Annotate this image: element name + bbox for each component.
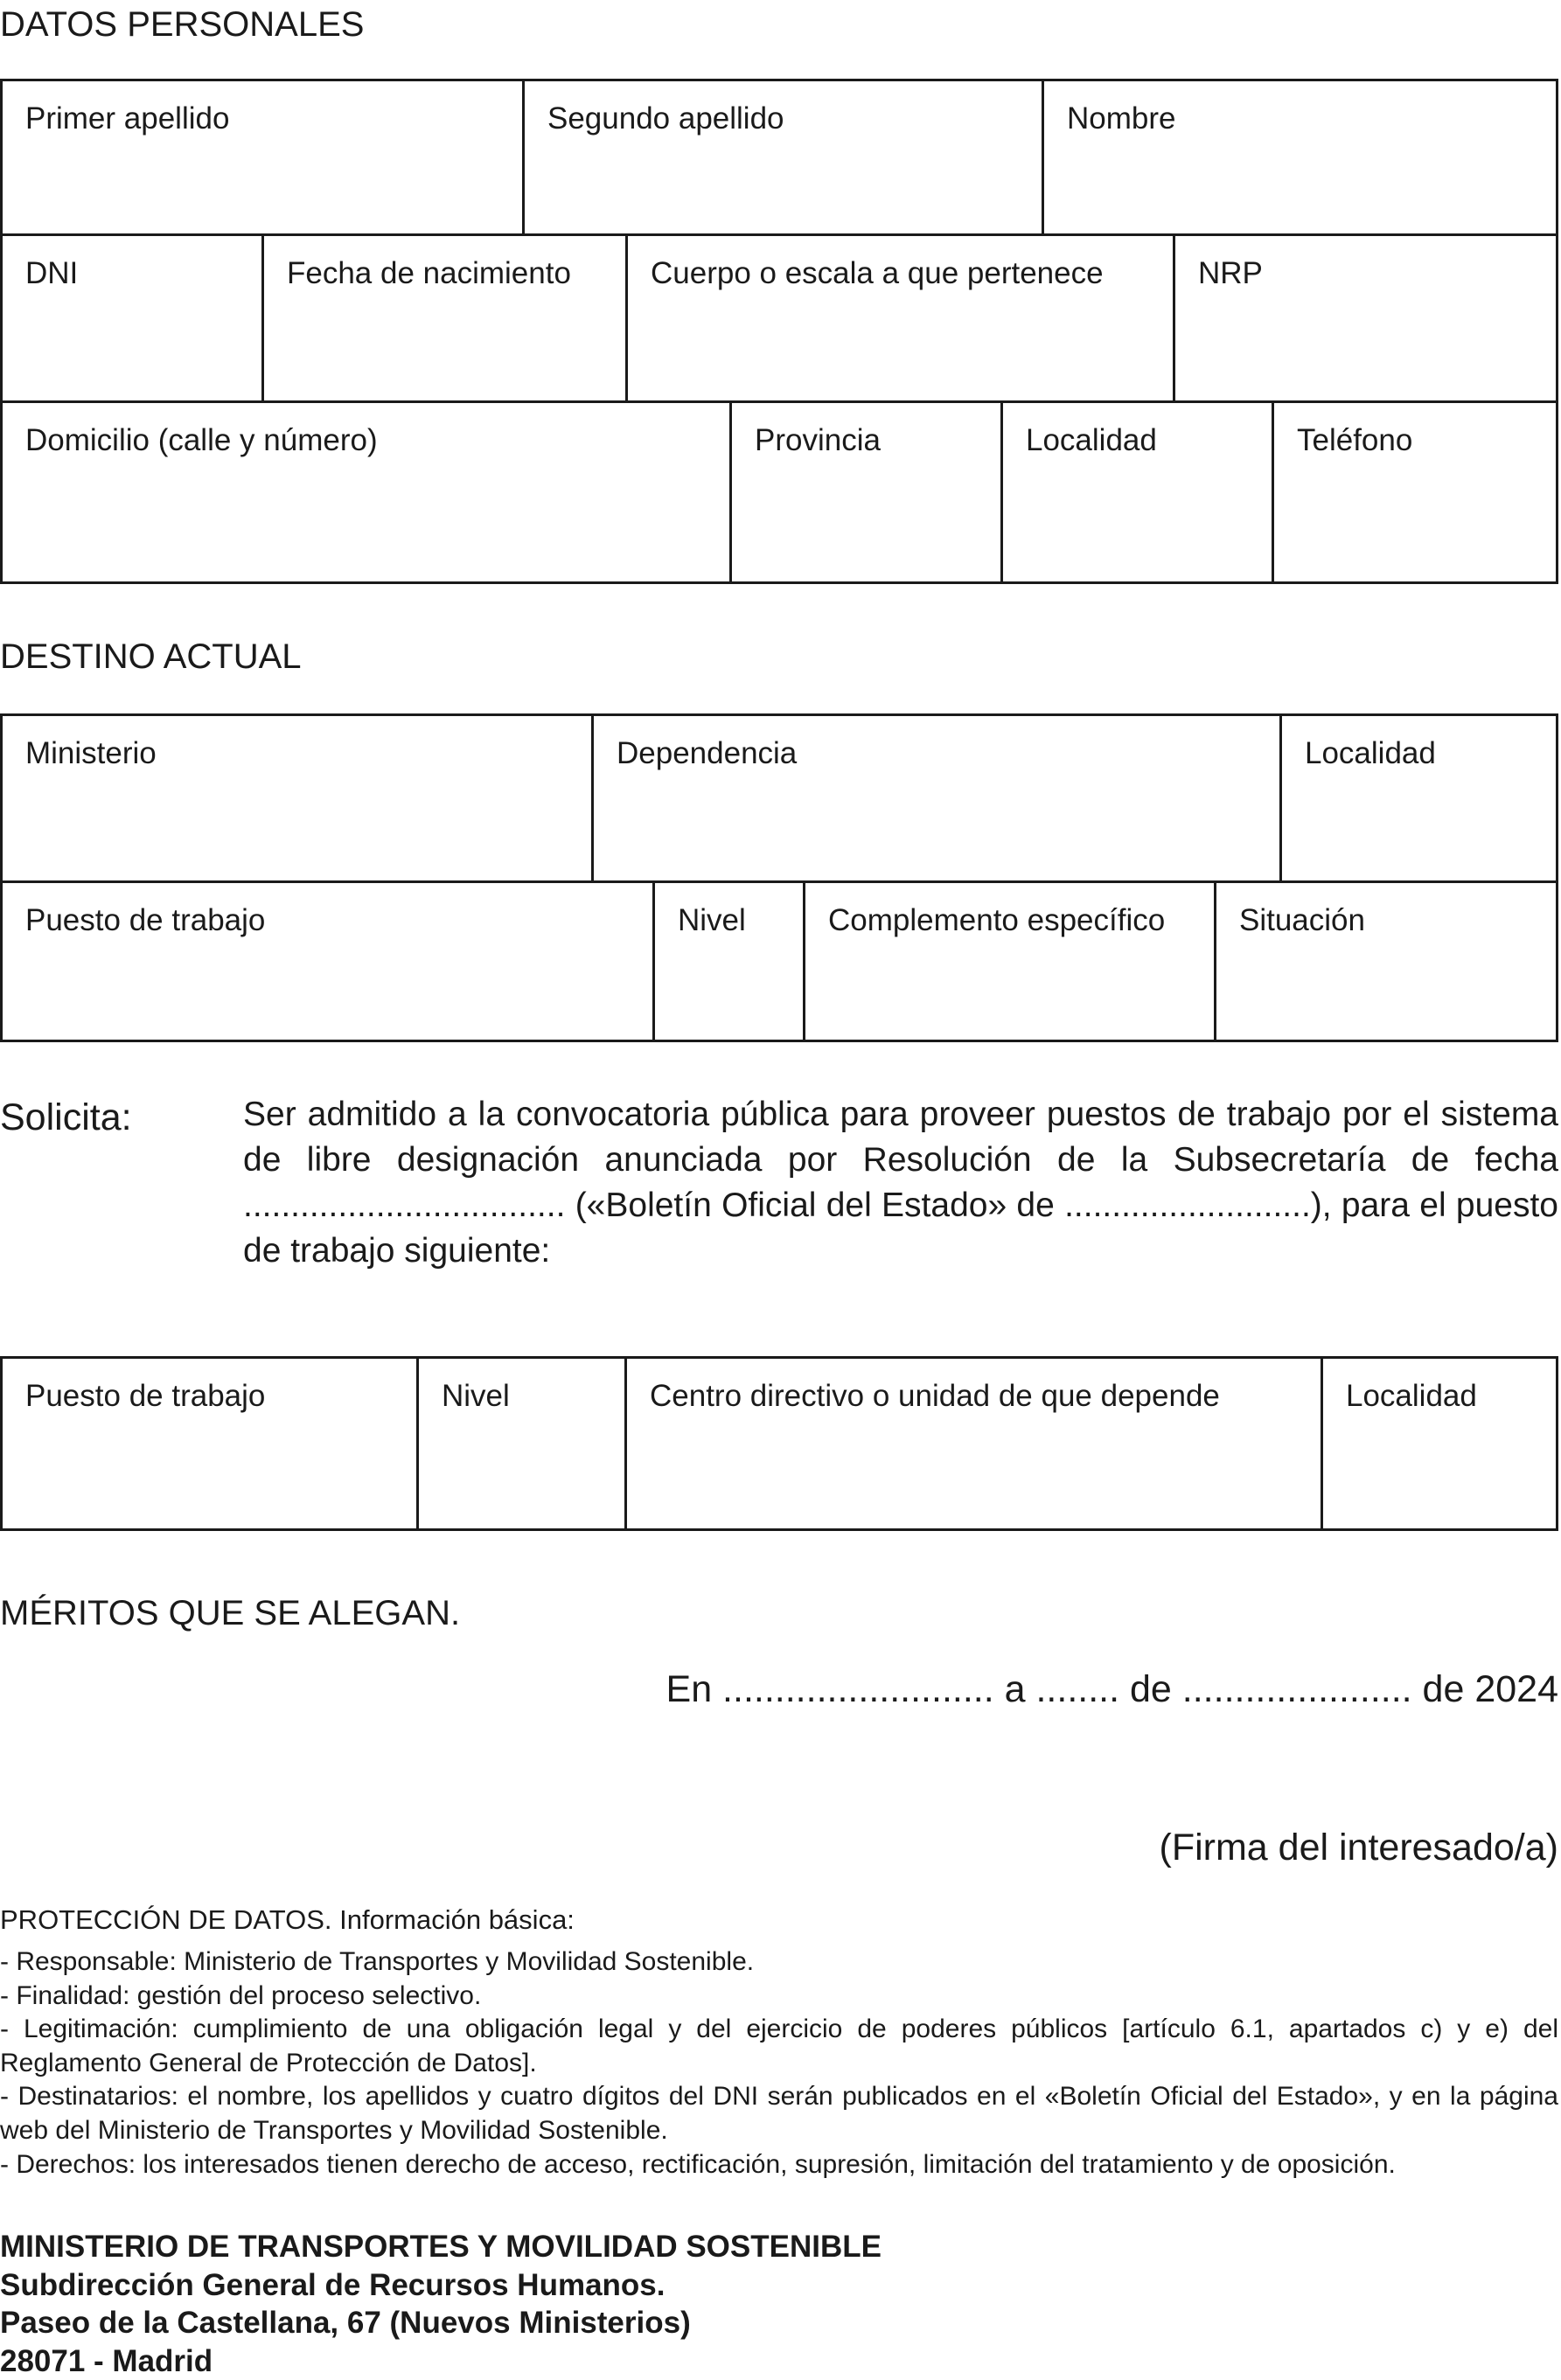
table-row — [3, 1359, 1556, 1528]
list-item: - Legitimación: cumplimiento de una obligación legal y del ejercicio de poderes públicos [artículo 6.1, apartados c) y e) del Reglamento General de Protección de Datos]. — [0, 2013, 1558, 2080]
date-line: En .......................... a ........ de ...................... de 2024 — [666, 1668, 1558, 1711]
list-item: - Destinatarios: el nombre, los apellidos y cuatro dígitos del DNI serán publicados en el «Boletín Oficial del Estado», y en la página web del Ministerio de Transportes y Movilidad Sostenible. — [0, 2080, 1558, 2147]
footer-ministry: MINISTERIO DE TRANSPORTES Y MOVILIDAD SOSTENIBLE — [0, 2228, 882, 2266]
field-cuerpo-escala[interactable]: Cuerpo o escala a que pertenece — [625, 236, 1173, 400]
field-segundo-apellido[interactable]: Segundo apellido — [522, 81, 1042, 233]
field-centro-directivo[interactable]: Centro directivo o unidad de que depende — [624, 1359, 1321, 1528]
section-title-meritos: MÉRITOS QUE SE ALEGAN. — [0, 1596, 460, 1631]
field-localidad-solicitada[interactable]: Localidad — [1321, 1359, 1556, 1528]
data-protection-title: PROTECCIÓN DE DATOS. Información básica: — [0, 1904, 575, 1936]
footer-street: Paseo de la Castellana, 67 (Nuevos Ministerios) — [0, 2304, 882, 2342]
table-row — [3, 880, 1556, 1040]
footer-address — [0, 2228, 882, 2380]
data-protection-list — [0, 1945, 1558, 2182]
field-puesto-trabajo[interactable]: Puesto de trabajo — [3, 883, 652, 1040]
field-domicilio[interactable]: Domicilio (calle y número) — [3, 403, 729, 581]
datos-personales-table — [0, 79, 1558, 584]
field-nivel[interactable]: Nivel — [652, 883, 803, 1040]
field-nivel-solicitado[interactable]: Nivel — [416, 1359, 624, 1528]
field-localidad[interactable]: Localidad — [1000, 403, 1272, 581]
solicita-text: Ser admitido a la convocatoria pública para proveer puestos de trabajo por el sistema de libre designación anunciada por Resolución de la Subsecretaría de fecha .................................. («Boletín Oficial del Estado» de ..........................), para el puesto de trabajo siguiente: — [243, 1092, 1558, 1274]
table-row — [3, 81, 1556, 233]
destino-actual-table — [0, 713, 1558, 1042]
field-telefono[interactable]: Teléfono — [1272, 403, 1556, 581]
field-fecha-nacimiento[interactable]: Fecha de nacimiento — [261, 236, 625, 400]
field-dependencia[interactable]: Dependencia — [591, 716, 1279, 880]
section-title-datos-personales: DATOS PERSONALES — [0, 7, 364, 42]
table-row — [3, 716, 1556, 880]
field-puesto-solicitado[interactable]: Puesto de trabajo — [3, 1359, 416, 1528]
footer-department: Subdirección General de Recursos Humanos. — [0, 2266, 882, 2305]
field-nombre[interactable]: Nombre — [1042, 81, 1556, 233]
field-provincia[interactable]: Provincia — [729, 403, 1000, 581]
list-item: - Responsable: Ministerio de Transportes y Movilidad Sostenible. — [0, 1945, 1558, 1980]
field-nrp[interactable]: NRP — [1173, 236, 1556, 400]
table-row — [3, 400, 1556, 581]
list-item: - Finalidad: gestión del proceso selectivo. — [0, 1980, 1558, 2014]
puesto-solicitado-table — [0, 1356, 1558, 1531]
field-complemento-especifico[interactable]: Complemento específico — [803, 883, 1214, 1040]
table-row — [3, 233, 1556, 400]
field-ministerio[interactable]: Ministerio — [3, 716, 591, 880]
field-localidad-destino[interactable]: Localidad — [1279, 716, 1556, 880]
footer-city: 28071 - Madrid — [0, 2342, 882, 2380]
field-primer-apellido[interactable]: Primer apellido — [3, 81, 522, 233]
signature-label: (Firma del interesado/a) — [1160, 1827, 1558, 1869]
field-dni[interactable]: DNI — [3, 236, 261, 400]
solicita-label: Solicita: — [0, 1099, 132, 1137]
section-title-destino-actual: DESTINO ACTUAL — [0, 639, 302, 674]
field-situacion[interactable]: Situación — [1214, 883, 1556, 1040]
list-item: - Derechos: los interesados tienen derecho de acceso, rectificación, supresión, limitación del tratamiento y de oposición. — [0, 2148, 1558, 2182]
